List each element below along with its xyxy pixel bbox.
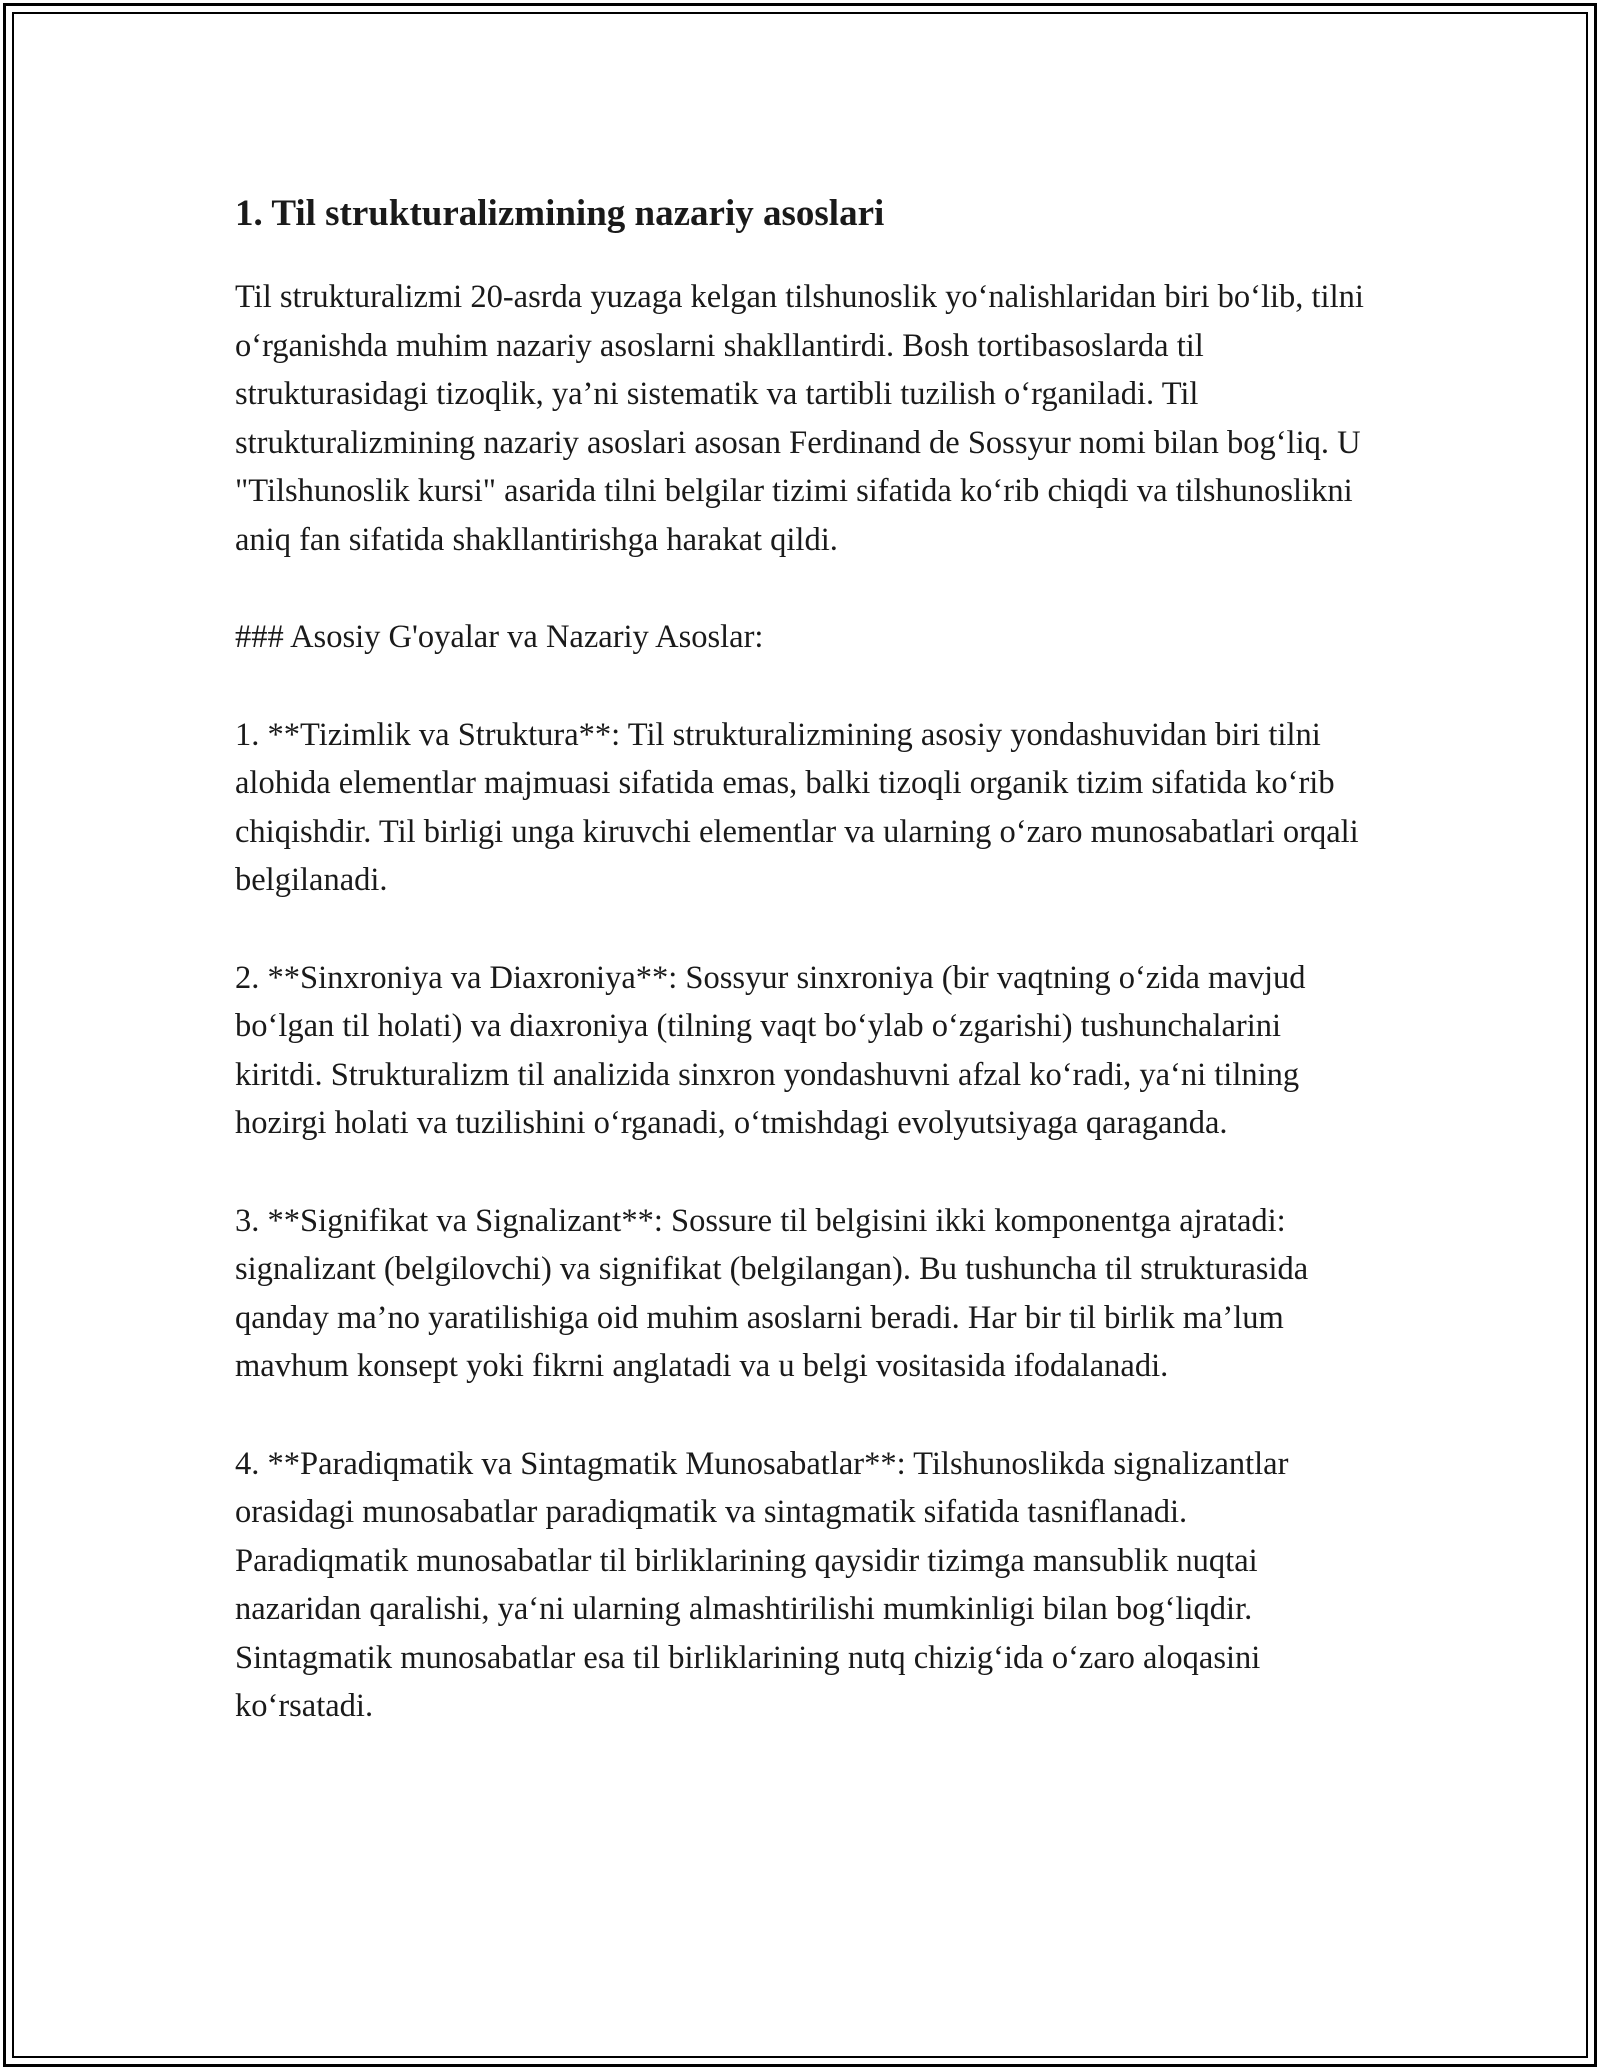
point-1-paragraph: 1. **Tizimlik va Struktura**: Til strukturalizmining asosiy yondashuvidan biri tilni alohida elementlar majmuasi sifatida emas, balki tizoqli organik tizim sifatida ko‘rib chiqishdir. Til birligi unga kiruvchi elementlar va ularning o‘zaro munosabatlari orqali belgilanadi. (235, 716, 1359, 898)
point-3-paragraph: 3. **Signifikat va Signalizant**: Sossure til belgisini ikki komponentga ajratadi: signalizant (belgilovchi) va signifikat (belgilangan). Bu tushuncha til strukturasida qanday ma’no yaratilishiga oid muhim asoslarni beradi. Har bir til birlik ma’lum mavhum konsept yoki fikrni anglatadi va u belgi vositasida ifodalanadi. (235, 1202, 1309, 1384)
section-heading-paragraph: ### Asosiy G'oyalar va Nazariy Asoslar: (235, 619, 764, 655)
document-title: 1. Til strukturalizmining nazariy asoslari (235, 193, 885, 234)
point-2-paragraph: 2. **Sinxroniya va Diaxroniya**: Sossyur sinxroniya (bir vaqtning o‘zida mavjud bo‘lgan til holati) va diaxroniya (tilning vaqt bo‘ylab o‘zgarishi) tushunchalarini kiritdi. Strukturalizm til analizida sinxron yondashuvni afzal ko‘radi, ya‘ni tilning hozirgi holati va tuzilishini o‘rganadi, o‘tmishdagi evolyutsiyaga qaraganda. (235, 959, 1306, 1141)
document-body (235, 185, 1365, 1780)
intro-paragraph: Til strukturalizmi 20-asrda yuzaga kelgan tilshunoslik yo‘nalishlaridan biri bo‘lib, tilni o‘rganishda muhim nazariy asoslarni shakllantirdi. Bosh tortibasoslarda til strukturasidagi tizoqlik, ya’ni sistematik va tartibli tuzilish o‘rganiladi. Til strukturalizmining nazariy asoslari asosan Ferdinand de Sossyur nomi bilan bog‘liq. U "Tilshunoslik kursi" asarida tilni belgilar tizimi sifatida ko‘rib chiqdi va tilshunoslikni aniq fan sifatida shakllantirishga harakat qildi. (235, 279, 1364, 558)
point-4-paragraph: 4. **Paradiqmatik va Sintagmatik Munosabatlar**: Tilshunoslikda signalizantlar orasidagi munosabatlar paradiqmatik va sintagmatik sifatida tasniflanadi. Paradiqmatik munosabatlar til birliklarining qaysidir tizimga mansublik nuqtai nazaridan qaralishi, ya‘ni ularning almashtirilishi mumkinligi bilan bog‘liqdir. Sintagmatik munosabatlar esa til birliklarining nutq chizig‘ida o‘zaro aloqasini ko‘rsatadi. (235, 1445, 1289, 1724)
